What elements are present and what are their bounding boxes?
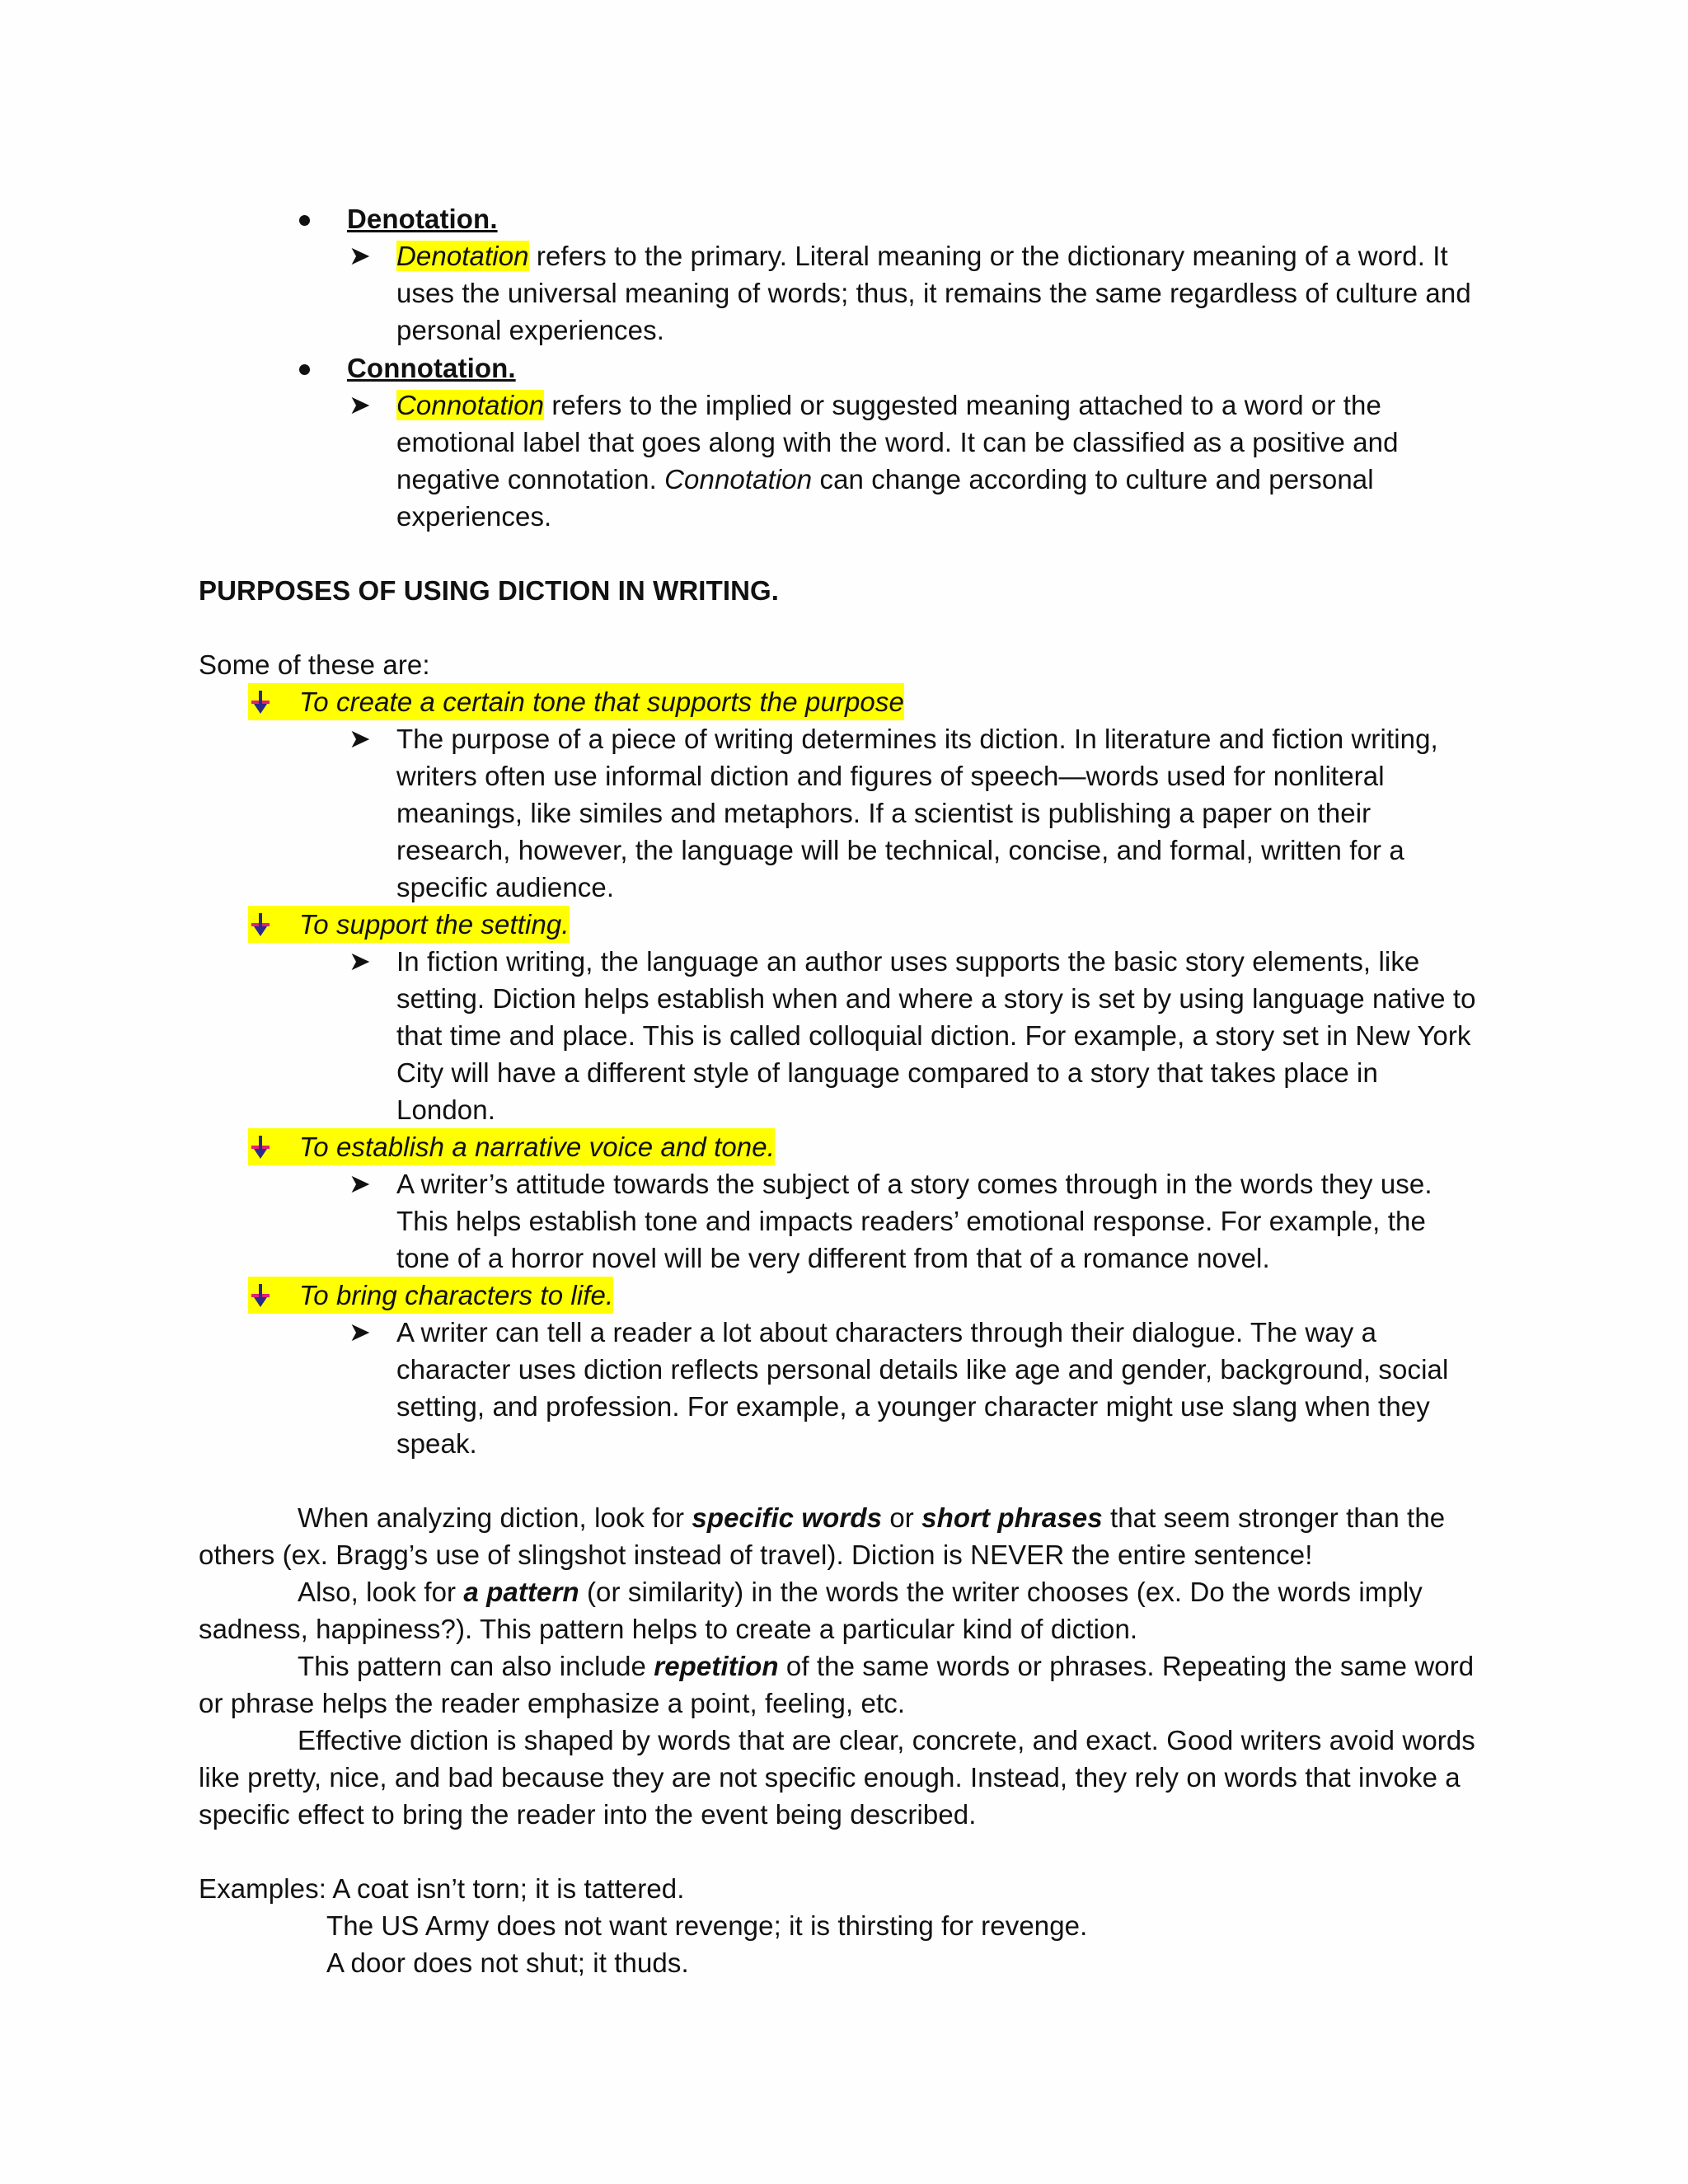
denotation-line-2: uses the universal meaning of words; thus, it remains the same regardless of culture and <box>396 278 1471 308</box>
purpose-1-line: research, however, the language will be technical, concise, and formal, written for a <box>396 835 1404 865</box>
emphasis-text: repetition <box>654 1651 779 1681</box>
purpose-1-line: writers often use informal diction and figures of speech—words used for nonliteral <box>396 761 1385 791</box>
purpose-3-line: A writer’s attitude towards the subject of a story comes through in the words they use. <box>396 1169 1432 1199</box>
denotation-line-1 <box>396 237 1448 274</box>
purpose-4-line: speak. <box>396 1428 477 1459</box>
emphasis-text: short phrases <box>921 1502 1103 1533</box>
examples-line-1: Examples: A coat isn’t torn; it is tattered. <box>199 1873 685 1904</box>
paragraph-text: Also, look for <box>298 1577 464 1607</box>
purpose-2-line: London. <box>396 1094 495 1125</box>
connotation-line-4: experiences. <box>396 501 552 532</box>
task-arrow-icon <box>248 912 273 938</box>
purpose-2-line: In fiction writing, the language an author uses supports the basic story elements, like <box>396 946 1420 977</box>
intro-text: Some of these are: <box>199 649 430 680</box>
paragraph-text: (or similarity) in the words the writer chooses (ex. Do the words imply <box>579 1577 1423 1607</box>
connotation-line-3 <box>396 461 1374 498</box>
purpose-2-line: that time and place. This is called colloquial diction. For example, a story set in New York <box>396 1020 1471 1051</box>
denotation-heading: Denotation. <box>347 204 498 234</box>
connotation-term: Connotation <box>396 390 545 420</box>
section-title: PURPOSES OF USING DICTION IN WRITING. <box>199 575 780 606</box>
examples-line-3: A door does not shut; it thuds. <box>326 1947 689 1978</box>
purpose-4-line: A writer can tell a reader a lot about characters through their dialogue. The way a <box>396 1317 1377 1347</box>
denotation-term: Denotation <box>396 241 529 271</box>
purpose-4-line: character uses diction reflects personal details like age and gender, background, social <box>396 1354 1449 1385</box>
paragraph-1-line-1 <box>298 1499 1445 1536</box>
paragraph-text: that seem stronger than the <box>1102 1502 1446 1533</box>
purpose-title-2: To support the setting. <box>248 906 570 943</box>
connotation-text: negative connotation. <box>396 464 665 494</box>
connotation-term-italic: Connotation <box>664 464 813 494</box>
connotation-heading: Connotation. <box>347 353 516 383</box>
purpose-title-3: To establish a narrative voice and tone. <box>248 1128 775 1165</box>
denotation-line-3: personal experiences. <box>396 315 664 345</box>
purpose-title-1: To create a certain tone that supports the purpose <box>248 683 904 720</box>
emphasis-text: specific words <box>692 1502 883 1533</box>
emphasis-text: a pattern <box>463 1577 579 1607</box>
purpose-1-line: meanings, like similes and metaphors. If a scientist is publishing a paper on their <box>396 798 1372 828</box>
connotation-line-1 <box>396 387 1381 424</box>
task-arrow-icon <box>248 689 273 715</box>
denotation-text: refers to the primary. Literal meaning or the dictionary meaning of a word. It <box>528 241 1448 271</box>
purpose-3-line: This helps establish tone and impacts readers’ emotional response. For example, the <box>396 1206 1426 1236</box>
paragraph-1-line-2: others (ex. Bragg’s use of slingshot instead of travel). Diction is NEVER the entire sentence! <box>199 1540 1313 1570</box>
bullet-dot-icon <box>299 364 310 375</box>
paragraph-2-line-1 <box>298 1573 1423 1610</box>
paragraph-text: When analyzing diction, look for <box>298 1502 692 1533</box>
arrow-bullet-icon: ➤ <box>349 946 371 976</box>
paragraph-text: or <box>882 1502 922 1533</box>
purpose-title-4: To bring characters to life. <box>248 1277 613 1314</box>
task-arrow-icon <box>248 1282 273 1309</box>
purpose-1-line: specific audience. <box>396 872 615 902</box>
paragraph-text: of the same words or phrases. Repeating the same word <box>778 1651 1475 1681</box>
purpose-2-line: setting. Diction helps establish when and where a story is set by using language native to <box>396 983 1476 1014</box>
paragraph-3-line-2: or phrase helps the reader emphasize a point, feeling, etc. <box>199 1688 906 1718</box>
purpose-1-line: The purpose of a piece of writing determines its diction. In literature and fiction writing, <box>396 724 1438 754</box>
task-arrow-icon <box>248 1134 273 1160</box>
purpose-4-line: setting, and profession. For example, a younger character might use slang when they <box>396 1391 1430 1422</box>
arrow-bullet-icon: ➤ <box>349 1169 371 1198</box>
paragraph-3-line-1 <box>298 1647 1474 1685</box>
paragraph-4-line-3: specific effect to bring the reader into the event being described. <box>199 1799 977 1830</box>
purpose-3-line: tone of a horror novel will be very different from that of a romance novel. <box>396 1243 1270 1273</box>
paragraph-text: This pattern can also include <box>298 1651 654 1681</box>
arrow-bullet-icon: ➤ <box>349 724 371 753</box>
paragraph-4-line-2: like pretty, nice, and bad because they are not specific enough. Instead, they rely on words that invoke a <box>199 1762 1461 1793</box>
examples-line-2: The US Army does not want revenge; it is thirsting for revenge. <box>326 1910 1088 1941</box>
arrow-bullet-icon: ➤ <box>349 241 371 270</box>
purpose-2-line: City will have a different style of language compared to a story that takes place in <box>396 1057 1378 1088</box>
paragraph-4-line-1: Effective diction is shaped by words that are clear, concrete, and exact. Good writers avoid words <box>298 1725 1475 1755</box>
paragraph-2-line-2: sadness, happiness?). This pattern helps to create a particular kind of diction. <box>199 1614 1138 1644</box>
connotation-line-2: emotional label that goes along with the word. It can be classified as a positive and <box>396 427 1399 457</box>
connotation-text: refers to the implied or suggested meaning attached to a word or the <box>544 390 1381 420</box>
arrow-bullet-icon: ➤ <box>349 390 371 419</box>
bullet-dot-icon <box>299 215 310 226</box>
connotation-text: can change according to culture and personal <box>812 464 1374 494</box>
arrow-bullet-icon: ➤ <box>349 1317 371 1347</box>
